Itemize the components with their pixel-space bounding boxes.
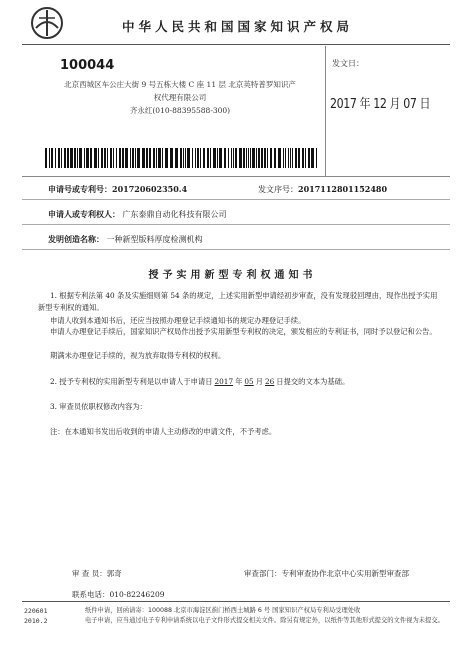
barcode-bar (55, 148, 56, 168)
barcode-bar (104, 148, 106, 168)
barcode-bar (110, 148, 112, 168)
barcode-bar (264, 148, 266, 168)
office-name: 中华人民共和国国家知识产权局 (122, 19, 354, 34)
application-number-row (48, 184, 187, 195)
form-code-number: 220601 (24, 607, 48, 615)
barcode-bar (235, 148, 237, 168)
barcode-bar (308, 148, 310, 168)
barcode-bar (180, 148, 182, 168)
barcode-bar (292, 148, 293, 168)
barcode-bar (156, 148, 157, 168)
barcode-bar (45, 148, 47, 168)
header-rule (22, 44, 450, 45)
barcode-bar (58, 148, 60, 168)
barcode-bar (101, 148, 103, 168)
filing-year-unit: 年 (235, 377, 243, 386)
divider-rule (22, 176, 450, 177)
address-line-1: 北京西城区车公庄大街 9 号五栋大楼 C 座 11 层 北京英特普罗知识产 (64, 80, 296, 89)
notice-paragraph-4: 期满未办理登记手续的，视为放弃取得专利权的权利。 (50, 351, 226, 360)
barcode-bar (295, 148, 297, 168)
serial-number-label: 发文序号： (258, 185, 298, 194)
barcode-bar (302, 148, 304, 168)
notice-paragraph-filing-basis (38, 376, 440, 388)
barcode-bar (274, 148, 276, 168)
form-code-version: 2010.2 (24, 617, 48, 625)
barcode-bar (261, 148, 263, 168)
contact-phone (72, 589, 165, 600)
barcode-bar (183, 148, 184, 168)
recipient-postcode: 100044 (60, 58, 115, 73)
barcode-bar (122, 148, 124, 168)
application-number-label: 申请号或专利号： (48, 184, 112, 194)
barcode-bar (298, 148, 300, 168)
barcode-bar (278, 148, 281, 168)
barcode-bar (267, 148, 268, 168)
barcode-bar (84, 148, 85, 168)
barcode-bar (146, 148, 148, 168)
barcode-bar (90, 148, 92, 168)
barcode-bar (153, 148, 155, 168)
phone-number: 010-82246209 (109, 590, 165, 599)
barcode-bar (316, 148, 317, 168)
barcode-bar (94, 148, 97, 168)
barcode-bar (243, 148, 245, 168)
barcode-bar (98, 148, 99, 168)
barcode-bar (233, 148, 234, 168)
barcode-bar (224, 148, 226, 168)
footer-rule (22, 601, 450, 602)
barcode-bar (195, 148, 196, 168)
sipo-logo-icon (30, 6, 64, 40)
barcode-bar (270, 148, 272, 168)
examiner (72, 568, 122, 579)
barcode-bar (119, 148, 121, 168)
letterhead (22, 6, 450, 42)
barcode-bar (77, 148, 78, 168)
invention-title-row (48, 234, 203, 245)
barcode-bar (70, 148, 73, 168)
barcode-bar (192, 148, 193, 168)
barcode-bar (125, 148, 128, 168)
barcode-bar (162, 148, 163, 168)
barcode-bar (248, 148, 249, 168)
barcode-bar (51, 148, 53, 168)
barcode-bar (175, 148, 178, 168)
notice-note: 注：在本通知书发出后收到的申请人主动修改的申请文件，不予考虑。 (50, 427, 277, 436)
barcode-bar (137, 148, 140, 168)
applicant-name: 广东泰鼎自动化科技有限公司 (122, 210, 227, 219)
barcode-bar (283, 148, 284, 168)
department-label: 审查部门： (244, 569, 282, 578)
invention-title: 一种新型版料厚度检测机构 (106, 235, 203, 244)
recipient-contact: 齐永红(010-88395588-300) (129, 106, 231, 115)
barcode-bar (213, 148, 216, 168)
barcode-bar (158, 148, 161, 168)
barcode-bar (305, 148, 306, 168)
application-number: 201720602350.4 (112, 184, 188, 194)
barcode-bar (79, 148, 82, 168)
barcode-bar (290, 148, 291, 168)
divider-rule (22, 199, 450, 200)
phone-label: 联系电话： (72, 590, 110, 599)
filing-day: 26 (264, 377, 275, 386)
examiner-label: 审 查 员： (72, 569, 107, 578)
filing-month-unit: 月 (255, 377, 263, 386)
recipient-address (40, 78, 320, 117)
barcode-bar (142, 148, 145, 168)
examining-department (244, 568, 409, 579)
filing-instructions (85, 606, 450, 625)
barcode-bar (285, 148, 286, 168)
barcode-bar (187, 148, 190, 168)
barcode-bar (130, 148, 131, 168)
barcode-bar (197, 148, 199, 168)
barcode-bar (311, 148, 314, 168)
barcode-bar (258, 148, 260, 168)
barcode-bar (210, 148, 211, 168)
filing-basis-suffix: 日提交的文本为基础。 (276, 377, 350, 386)
barcode-bar (113, 148, 114, 168)
barcode-bar (135, 148, 136, 168)
barcode-bar (217, 148, 218, 168)
serial-number-row (258, 184, 387, 195)
barcode-bar (256, 148, 257, 168)
barcode-bar (246, 148, 247, 168)
barcode-bar (49, 148, 50, 168)
form-code (24, 606, 47, 626)
barcode-bar (149, 148, 151, 168)
serial-number: 2017112801152480 (298, 184, 388, 194)
barcode (45, 148, 317, 168)
filing-basis-prefix: 2. 授予专利权的实用新型专利是以申请人于申请日 (50, 377, 213, 386)
barcode-bar (107, 148, 108, 168)
barcode-bar (239, 148, 242, 168)
electronic-filing-note: 电子申请，应当通过电子专利申请系统以电子文件形式提交相关文件。除另有规定外，以纸件等其他形式提交的文件视为未提交。 (85, 616, 444, 624)
barcode-bar (231, 148, 232, 168)
divider-rule (22, 249, 450, 250)
barcode-bar (228, 148, 229, 168)
barcode-bar (116, 148, 117, 168)
barcode-bar (207, 148, 209, 168)
barcode-bar (252, 148, 255, 168)
barcode-bar (64, 148, 66, 168)
barcode-bar (219, 148, 222, 168)
department-name: 专利审查协作北京中心实用新型审查部 (281, 569, 409, 578)
notice-paragraph-amendments: 3. 审查员依职权修改内容为： (50, 402, 147, 411)
barcode-bar (61, 148, 62, 168)
barcode-bar (74, 148, 76, 168)
barcode-bar (170, 148, 173, 168)
barcode-bar (86, 148, 89, 168)
applicant-row (48, 209, 227, 220)
barcode-bar (132, 148, 134, 168)
notice-paragraph-2: 申请人收到本通知书后，还应当按照办理登记手续通知书的规定办理登记手续。 (50, 316, 306, 325)
dispatch-date-stamp: 2017 年 12 月 07 日 (330, 97, 431, 112)
divider-rule (22, 224, 450, 225)
barcode-bar (165, 148, 168, 168)
filing-year: 2017 (214, 377, 234, 386)
address-line-2: 权代理有限公司 (153, 93, 207, 102)
filing-month: 05 (244, 377, 254, 386)
invention-title-label: 发明创造名称： (48, 234, 104, 244)
examiner-name: 郭奇 (106, 569, 122, 578)
barcode-bar (200, 148, 201, 168)
paper-filing-note: 纸件申请，回函请寄：100088 北京市海淀区蓟门桥西土城路 6 号 国家知识产权局专利局受理处收 (85, 607, 361, 614)
notice-paragraph-1: 1. 根据专利法第 40 条及实施细则第 54 条的规定，上述实用新型申请经初步审查，没有发现驳回理由，现作出授予实用新型专利权的通知。 (38, 291, 438, 312)
vertical-divider (325, 46, 326, 176)
applicant-label: 申请人或专利权人： (48, 209, 120, 219)
dispatch-date-label: 发文日： (332, 59, 364, 68)
barcode-bar (185, 148, 186, 168)
barcode-bar (250, 148, 251, 168)
barcode-bar (203, 148, 205, 168)
notice-title: 授予实用新型专利权通知书 (148, 270, 317, 281)
barcode-bar (67, 148, 69, 168)
barcode-bar (288, 148, 289, 168)
notice-paragraph-3: 申请人办理登记手续后，国家知识产权局作出授予实用新型专利权的决定，颁发相应的专利证书，同时予以登记和公告。 (50, 327, 437, 336)
